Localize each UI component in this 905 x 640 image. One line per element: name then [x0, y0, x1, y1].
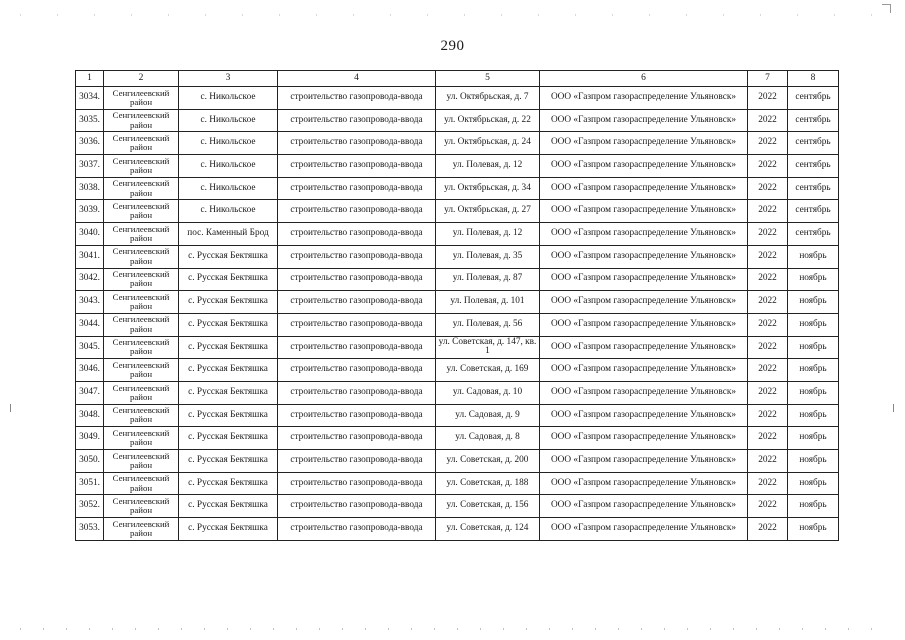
settlement-cell: с. Никольское — [179, 200, 278, 223]
row-number-cell: 3046. — [76, 359, 104, 382]
row-number-cell: 3045. — [76, 336, 104, 359]
month-cell: сентябрь — [788, 109, 839, 132]
column-header: 7 — [748, 71, 788, 87]
organization-cell: ООО «Газпром газораспределение Ульяновск» — [540, 132, 748, 155]
work-type-cell: строительство газопровода-ввода — [278, 359, 436, 382]
organization-cell: ООО «Газпром газораспределение Ульяновск» — [540, 427, 748, 450]
work-type-cell: строительство газопровода-ввода — [278, 381, 436, 404]
organization-cell: ООО «Газпром газораспределение Ульяновск» — [540, 155, 748, 178]
organization-cell: ООО «Газпром газораспределение Ульяновск» — [540, 518, 748, 541]
address-cell: ул. Полевая, д. 12 — [436, 155, 540, 178]
work-type-cell: строительство газопровода-ввода — [278, 177, 436, 200]
month-cell: ноябрь — [788, 381, 839, 404]
year-cell: 2022 — [748, 313, 788, 336]
gas-connection-table — [75, 70, 839, 541]
month-cell: сентябрь — [788, 200, 839, 223]
row-number-cell: 3044. — [76, 313, 104, 336]
table-row — [76, 359, 839, 382]
table-row — [76, 313, 839, 336]
settlement-cell: с. Русская Бектяшка — [179, 359, 278, 382]
month-cell: ноябрь — [788, 495, 839, 518]
year-cell: 2022 — [748, 472, 788, 495]
scan-edge-mark-left — [10, 404, 11, 412]
organization-cell: ООО «Газпром газораспределение Ульяновск» — [540, 336, 748, 359]
month-cell: ноябрь — [788, 359, 839, 382]
scan-artifact-top — [20, 14, 885, 16]
organization-cell: ООО «Газпром газораспределение Ульяновск» — [540, 245, 748, 268]
row-number-cell: 3034. — [76, 87, 104, 110]
organization-cell: ООО «Газпром газораспределение Ульяновск» — [540, 109, 748, 132]
settlement-cell: с. Русская Бектяшка — [179, 268, 278, 291]
month-cell: ноябрь — [788, 245, 839, 268]
year-cell: 2022 — [748, 518, 788, 541]
row-number-cell: 3037. — [76, 155, 104, 178]
work-type-cell: строительство газопровода-ввода — [278, 427, 436, 450]
district-cell: Сенгилеевский район — [104, 404, 179, 427]
work-type-cell: строительство газопровода-ввода — [278, 268, 436, 291]
page-number: 290 — [440, 38, 465, 54]
work-type-cell: строительство газопровода-ввода — [278, 336, 436, 359]
work-type-cell: строительство газопровода-ввода — [278, 450, 436, 473]
organization-cell: ООО «Газпром газораспределение Ульяновск» — [540, 87, 748, 110]
settlement-cell: с. Никольское — [179, 155, 278, 178]
row-number-cell: 3040. — [76, 223, 104, 246]
row-number-cell: 3051. — [76, 472, 104, 495]
work-type-cell: строительство газопровода-ввода — [278, 404, 436, 427]
year-cell: 2022 — [748, 155, 788, 178]
work-type-cell: строительство газопровода-ввода — [278, 200, 436, 223]
month-cell: ноябрь — [788, 291, 839, 314]
row-number-cell: 3048. — [76, 404, 104, 427]
address-cell: ул. Полевая, д. 87 — [436, 268, 540, 291]
district-cell: Сенгилеевский район — [104, 200, 179, 223]
settlement-cell: с. Русская Бектяшка — [179, 313, 278, 336]
district-cell: Сенгилеевский район — [104, 291, 179, 314]
year-cell: 2022 — [748, 268, 788, 291]
month-cell: ноябрь — [788, 427, 839, 450]
settlement-cell: пос. Каменный Брод — [179, 223, 278, 246]
district-cell: Сенгилеевский район — [104, 132, 179, 155]
settlement-cell: с. Никольское — [179, 109, 278, 132]
scan-artifact-bottom — [20, 628, 885, 630]
organization-cell: ООО «Газпром газораспределение Ульяновск» — [540, 291, 748, 314]
address-cell: ул. Советская, д. 169 — [436, 359, 540, 382]
district-cell: Сенгилеевский район — [104, 427, 179, 450]
district-cell: Сенгилеевский район — [104, 336, 179, 359]
row-number-cell: 3035. — [76, 109, 104, 132]
address-cell: ул. Полевая, д. 12 — [436, 223, 540, 246]
organization-cell: ООО «Газпром газораспределение Ульяновск» — [540, 313, 748, 336]
row-number-cell: 3036. — [76, 132, 104, 155]
district-cell: Сенгилеевский район — [104, 495, 179, 518]
month-cell: ноябрь — [788, 336, 839, 359]
settlement-cell: с. Русская Бектяшка — [179, 472, 278, 495]
settlement-cell: с. Русская Бектяшка — [179, 450, 278, 473]
row-number-cell: 3042. — [76, 268, 104, 291]
row-number-cell: 3043. — [76, 291, 104, 314]
year-cell: 2022 — [748, 200, 788, 223]
settlement-cell: с. Русская Бектяшка — [179, 427, 278, 450]
district-cell: Сенгилеевский район — [104, 313, 179, 336]
settlement-cell: с. Русская Бектяшка — [179, 495, 278, 518]
row-number-cell: 3041. — [76, 245, 104, 268]
district-cell: Сенгилеевский район — [104, 268, 179, 291]
settlement-cell: с. Никольское — [179, 87, 278, 110]
address-cell: ул. Октябрьская, д. 27 — [436, 200, 540, 223]
column-header: 2 — [104, 71, 179, 87]
row-number-cell: 3039. — [76, 200, 104, 223]
table-row — [76, 404, 839, 427]
table-row — [76, 427, 839, 450]
district-cell: Сенгилеевский район — [104, 177, 179, 200]
row-number-cell: 3049. — [76, 427, 104, 450]
organization-cell: ООО «Газпром газораспределение Ульяновск» — [540, 359, 748, 382]
table-row — [76, 223, 839, 246]
row-number-cell: 3038. — [76, 177, 104, 200]
column-header: 1 — [76, 71, 104, 87]
settlement-cell: с. Никольское — [179, 132, 278, 155]
district-cell: Сенгилеевский район — [104, 155, 179, 178]
address-cell: ул. Полевая, д. 56 — [436, 313, 540, 336]
year-cell: 2022 — [748, 223, 788, 246]
settlement-cell: с. Русская Бектяшка — [179, 336, 278, 359]
organization-cell: ООО «Газпром газораспределение Ульяновск» — [540, 450, 748, 473]
organization-cell: ООО «Газпром газораспределение Ульяновск» — [540, 404, 748, 427]
district-cell: Сенгилеевский район — [104, 87, 179, 110]
month-cell: ноябрь — [788, 313, 839, 336]
address-cell: ул. Октябрьская, д. 22 — [436, 109, 540, 132]
work-type-cell: строительство газопровода-ввода — [278, 495, 436, 518]
scan-edge-mark-right — [893, 404, 894, 412]
settlement-cell: с. Никольское — [179, 177, 278, 200]
column-header: 8 — [788, 71, 839, 87]
address-cell: ул. Советская, д. 156 — [436, 495, 540, 518]
month-cell: сентябрь — [788, 177, 839, 200]
month-cell: ноябрь — [788, 268, 839, 291]
organization-cell: ООО «Газпром газораспределение Ульяновск» — [540, 200, 748, 223]
month-cell: сентябрь — [788, 155, 839, 178]
table-row — [76, 87, 839, 110]
year-cell: 2022 — [748, 450, 788, 473]
settlement-cell: с. Русская Бектяшка — [179, 245, 278, 268]
year-cell: 2022 — [748, 427, 788, 450]
table-body — [76, 87, 839, 541]
work-type-cell: строительство газопровода-ввода — [278, 245, 436, 268]
district-cell: Сенгилеевский район — [104, 518, 179, 541]
district-cell: Сенгилеевский район — [104, 223, 179, 246]
address-cell: ул. Октябрьская, д. 24 — [436, 132, 540, 155]
year-cell: 2022 — [748, 336, 788, 359]
month-cell: сентябрь — [788, 132, 839, 155]
work-type-cell: строительство газопровода-ввода — [278, 518, 436, 541]
address-cell: ул. Садовая, д. 9 — [436, 404, 540, 427]
column-header: 3 — [179, 71, 278, 87]
work-type-cell: строительство газопровода-ввода — [278, 223, 436, 246]
month-cell: ноябрь — [788, 472, 839, 495]
table-row — [76, 155, 839, 178]
organization-cell: ООО «Газпром газораспределение Ульяновск» — [540, 381, 748, 404]
table-row — [76, 518, 839, 541]
address-cell: ул. Советская, д. 124 — [436, 518, 540, 541]
address-cell: ул. Полевая, д. 101 — [436, 291, 540, 314]
settlement-cell: с. Русская Бектяшка — [179, 381, 278, 404]
organization-cell: ООО «Газпром газораспределение Ульяновск» — [540, 472, 748, 495]
address-cell: ул. Советская, д. 188 — [436, 472, 540, 495]
column-header: 6 — [540, 71, 748, 87]
organization-cell: ООО «Газпром газораспределение Ульяновск» — [540, 268, 748, 291]
table-row — [76, 336, 839, 359]
address-cell: ул. Советская, д. 147, кв. 1 — [436, 336, 540, 359]
year-cell: 2022 — [748, 404, 788, 427]
year-cell: 2022 — [748, 109, 788, 132]
scan-corner-mark — [882, 4, 891, 13]
table-row — [76, 132, 839, 155]
district-cell: Сенгилеевский район — [104, 109, 179, 132]
address-cell: ул. Садовая, д. 10 — [436, 381, 540, 404]
district-cell: Сенгилеевский район — [104, 450, 179, 473]
work-type-cell: строительство газопровода-ввода — [278, 155, 436, 178]
column-header: 5 — [436, 71, 540, 87]
work-type-cell: строительство газопровода-ввода — [278, 132, 436, 155]
year-cell: 2022 — [748, 359, 788, 382]
address-cell: ул. Октябрьская, д. 34 — [436, 177, 540, 200]
table-row — [76, 450, 839, 473]
organization-cell: ООО «Газпром газораспределение Ульяновск» — [540, 223, 748, 246]
year-cell: 2022 — [748, 495, 788, 518]
year-cell: 2022 — [748, 291, 788, 314]
table-row — [76, 268, 839, 291]
year-cell: 2022 — [748, 87, 788, 110]
table-row — [76, 177, 839, 200]
settlement-cell: с. Русская Бектяшка — [179, 291, 278, 314]
organization-cell: ООО «Газпром газораспределение Ульяновск» — [540, 495, 748, 518]
work-type-cell: строительство газопровода-ввода — [278, 87, 436, 110]
district-cell: Сенгилеевский район — [104, 359, 179, 382]
column-header: 4 — [278, 71, 436, 87]
table-row — [76, 291, 839, 314]
address-cell: ул. Советская, д. 200 — [436, 450, 540, 473]
row-number-cell: 3053. — [76, 518, 104, 541]
table-row — [76, 381, 839, 404]
table-row — [76, 200, 839, 223]
table-row — [76, 109, 839, 132]
table-header-row — [76, 71, 839, 87]
year-cell: 2022 — [748, 132, 788, 155]
work-type-cell: строительство газопровода-ввода — [278, 472, 436, 495]
year-cell: 2022 — [748, 177, 788, 200]
table-row — [76, 245, 839, 268]
work-type-cell: строительство газопровода-ввода — [278, 109, 436, 132]
row-number-cell: 3047. — [76, 381, 104, 404]
year-cell: 2022 — [748, 245, 788, 268]
table-row — [76, 472, 839, 495]
month-cell: ноябрь — [788, 518, 839, 541]
address-cell: ул. Садовая, д. 8 — [436, 427, 540, 450]
month-cell: сентябрь — [788, 223, 839, 246]
work-type-cell: строительство газопровода-ввода — [278, 291, 436, 314]
row-number-cell: 3052. — [76, 495, 104, 518]
address-cell: ул. Октябрьская, д. 7 — [436, 87, 540, 110]
district-cell: Сенгилеевский район — [104, 245, 179, 268]
month-cell: ноябрь — [788, 404, 839, 427]
settlement-cell: с. Русская Бектяшка — [179, 518, 278, 541]
district-cell: Сенгилеевский район — [104, 472, 179, 495]
work-type-cell: строительство газопровода-ввода — [278, 313, 436, 336]
year-cell: 2022 — [748, 381, 788, 404]
settlement-cell: с. Русская Бектяшка — [179, 404, 278, 427]
month-cell: ноябрь — [788, 450, 839, 473]
organization-cell: ООО «Газпром газораспределение Ульяновск» — [540, 177, 748, 200]
address-cell: ул. Полевая, д. 35 — [436, 245, 540, 268]
table-row — [76, 495, 839, 518]
district-cell: Сенгилеевский район — [104, 381, 179, 404]
month-cell: сентябрь — [788, 87, 839, 110]
row-number-cell: 3050. — [76, 450, 104, 473]
